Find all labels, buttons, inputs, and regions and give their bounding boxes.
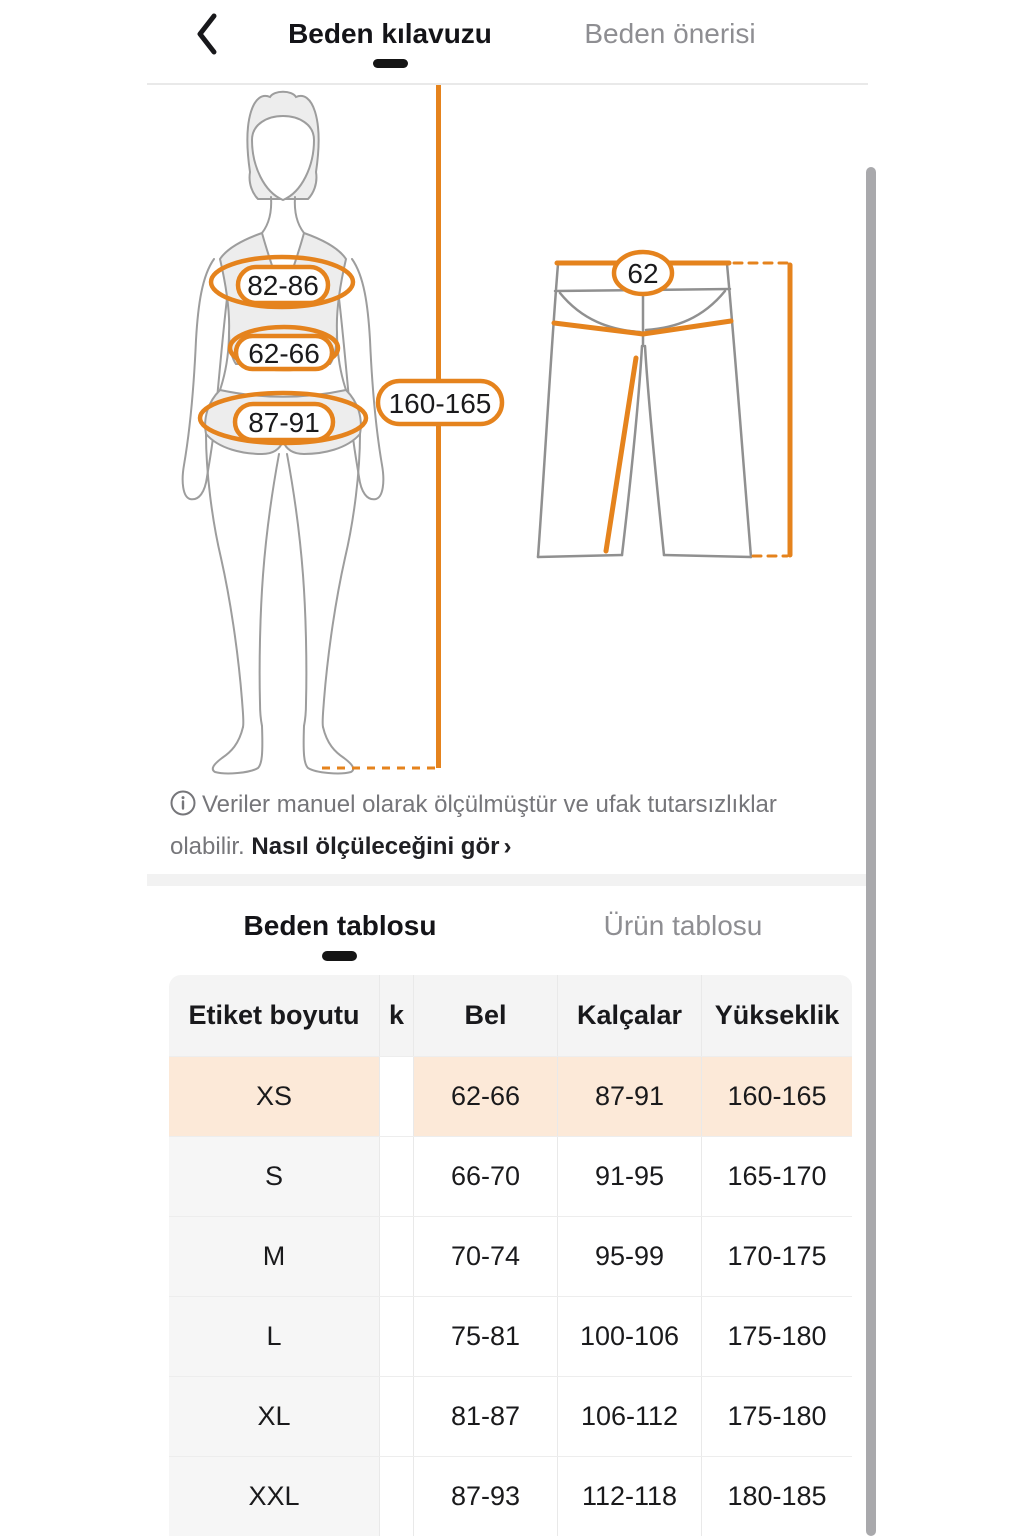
cell-yukseklik: 165-170 bbox=[702, 1137, 852, 1216]
hips-measurement: 87-91 bbox=[248, 407, 320, 438]
cell-bel: 70-74 bbox=[414, 1217, 558, 1296]
tab-beden-kilavuzu[interactable]: Beden kılavuzu bbox=[288, 18, 492, 49]
cell-cut-column bbox=[380, 1377, 414, 1456]
active-table-tab-indicator bbox=[322, 951, 357, 961]
page-scrollbar[interactable] bbox=[866, 167, 876, 1536]
cell-kalcalar: 91-95 bbox=[558, 1137, 702, 1216]
cell-yukseklik: 175-180 bbox=[702, 1377, 852, 1456]
disclaimer-line2: olabilir. bbox=[170, 833, 245, 860]
bust-measurement: 82-86 bbox=[247, 270, 319, 301]
size-diagram bbox=[147, 84, 868, 776]
cell-size-label: S bbox=[169, 1137, 380, 1216]
measurement-pills bbox=[235, 267, 502, 440]
shorts-waist-pill bbox=[614, 252, 672, 294]
tab-urun-tablosu[interactable]: Ürün tablosu bbox=[603, 910, 763, 941]
cell-kalcalar: 95-99 bbox=[558, 1217, 702, 1296]
cell-yukseklik: 170-175 bbox=[702, 1217, 852, 1296]
tab-beden-tablosu[interactable]: Beden tablosu bbox=[243, 910, 437, 941]
section-divider bbox=[147, 874, 868, 886]
col-header-bel: Bel bbox=[414, 975, 558, 1056]
active-tab-indicator bbox=[373, 59, 408, 68]
col-header-kalcalar: Kalçalar bbox=[558, 975, 702, 1056]
table-header-row bbox=[169, 975, 852, 1056]
cell-yukseklik: 160-165 bbox=[702, 1057, 852, 1136]
chevron-right-icon[interactable]: › bbox=[503, 833, 512, 860]
cell-kalcalar: 106-112 bbox=[558, 1377, 702, 1456]
chevron-left-icon bbox=[192, 12, 222, 56]
height-measurement: 160-165 bbox=[388, 388, 492, 419]
cell-cut-column bbox=[380, 1137, 414, 1216]
table-row bbox=[169, 1136, 852, 1216]
cell-yukseklik: 175-180 bbox=[702, 1297, 852, 1376]
tab-beden-onerisi[interactable]: Beden önerisi bbox=[584, 18, 756, 49]
cell-cut-column bbox=[380, 1457, 414, 1536]
shorts-measure-lines bbox=[554, 263, 790, 556]
cell-size-label: M bbox=[169, 1217, 380, 1296]
cell-bel: 66-70 bbox=[414, 1137, 558, 1216]
disclaimer-line1: Veriler manuel olarak ölçülmüştür ve ufak tutarsızlıklar bbox=[202, 791, 777, 818]
waist-measurement: 62-66 bbox=[248, 338, 320, 369]
cell-cut-column bbox=[380, 1217, 414, 1296]
cell-kalcalar: 100-106 bbox=[558, 1297, 702, 1376]
cell-bel: 81-87 bbox=[414, 1377, 558, 1456]
table-row bbox=[169, 1056, 852, 1136]
info-icon bbox=[170, 790, 196, 828]
cell-size-label: XL bbox=[169, 1377, 380, 1456]
table-row bbox=[169, 1376, 852, 1456]
col-header-yukseklik: Yükseklik bbox=[702, 975, 852, 1056]
cell-yukseklik: 180-185 bbox=[702, 1457, 852, 1536]
shorts-figure bbox=[538, 264, 751, 557]
size-table bbox=[169, 975, 852, 1536]
cell-size-label: XS bbox=[169, 1057, 380, 1136]
cell-bel: 75-81 bbox=[414, 1297, 558, 1376]
table-row bbox=[169, 1216, 852, 1296]
back-button[interactable] bbox=[192, 12, 222, 56]
cell-cut-column bbox=[380, 1297, 414, 1376]
cell-kalcalar: 87-91 bbox=[558, 1057, 702, 1136]
how-to-measure-link[interactable]: Nasıl ölçüleceğini gör bbox=[251, 833, 500, 860]
disclaimer-text bbox=[170, 786, 870, 866]
col-header-cut: k bbox=[380, 975, 414, 1056]
col-header-etiket-boyutu: Etiket boyutu bbox=[169, 975, 380, 1056]
table-body bbox=[169, 1056, 852, 1536]
cell-size-label: XXL bbox=[169, 1457, 380, 1536]
cell-kalcalar: 112-118 bbox=[558, 1457, 702, 1536]
table-row bbox=[169, 1296, 852, 1376]
cell-bel: 62-66 bbox=[414, 1057, 558, 1136]
cell-bel: 87-93 bbox=[414, 1457, 558, 1536]
cell-cut-column bbox=[380, 1057, 414, 1136]
cell-size-label: L bbox=[169, 1297, 380, 1376]
shorts-waist-measurement: 62 bbox=[627, 258, 659, 289]
table-row bbox=[169, 1456, 852, 1536]
